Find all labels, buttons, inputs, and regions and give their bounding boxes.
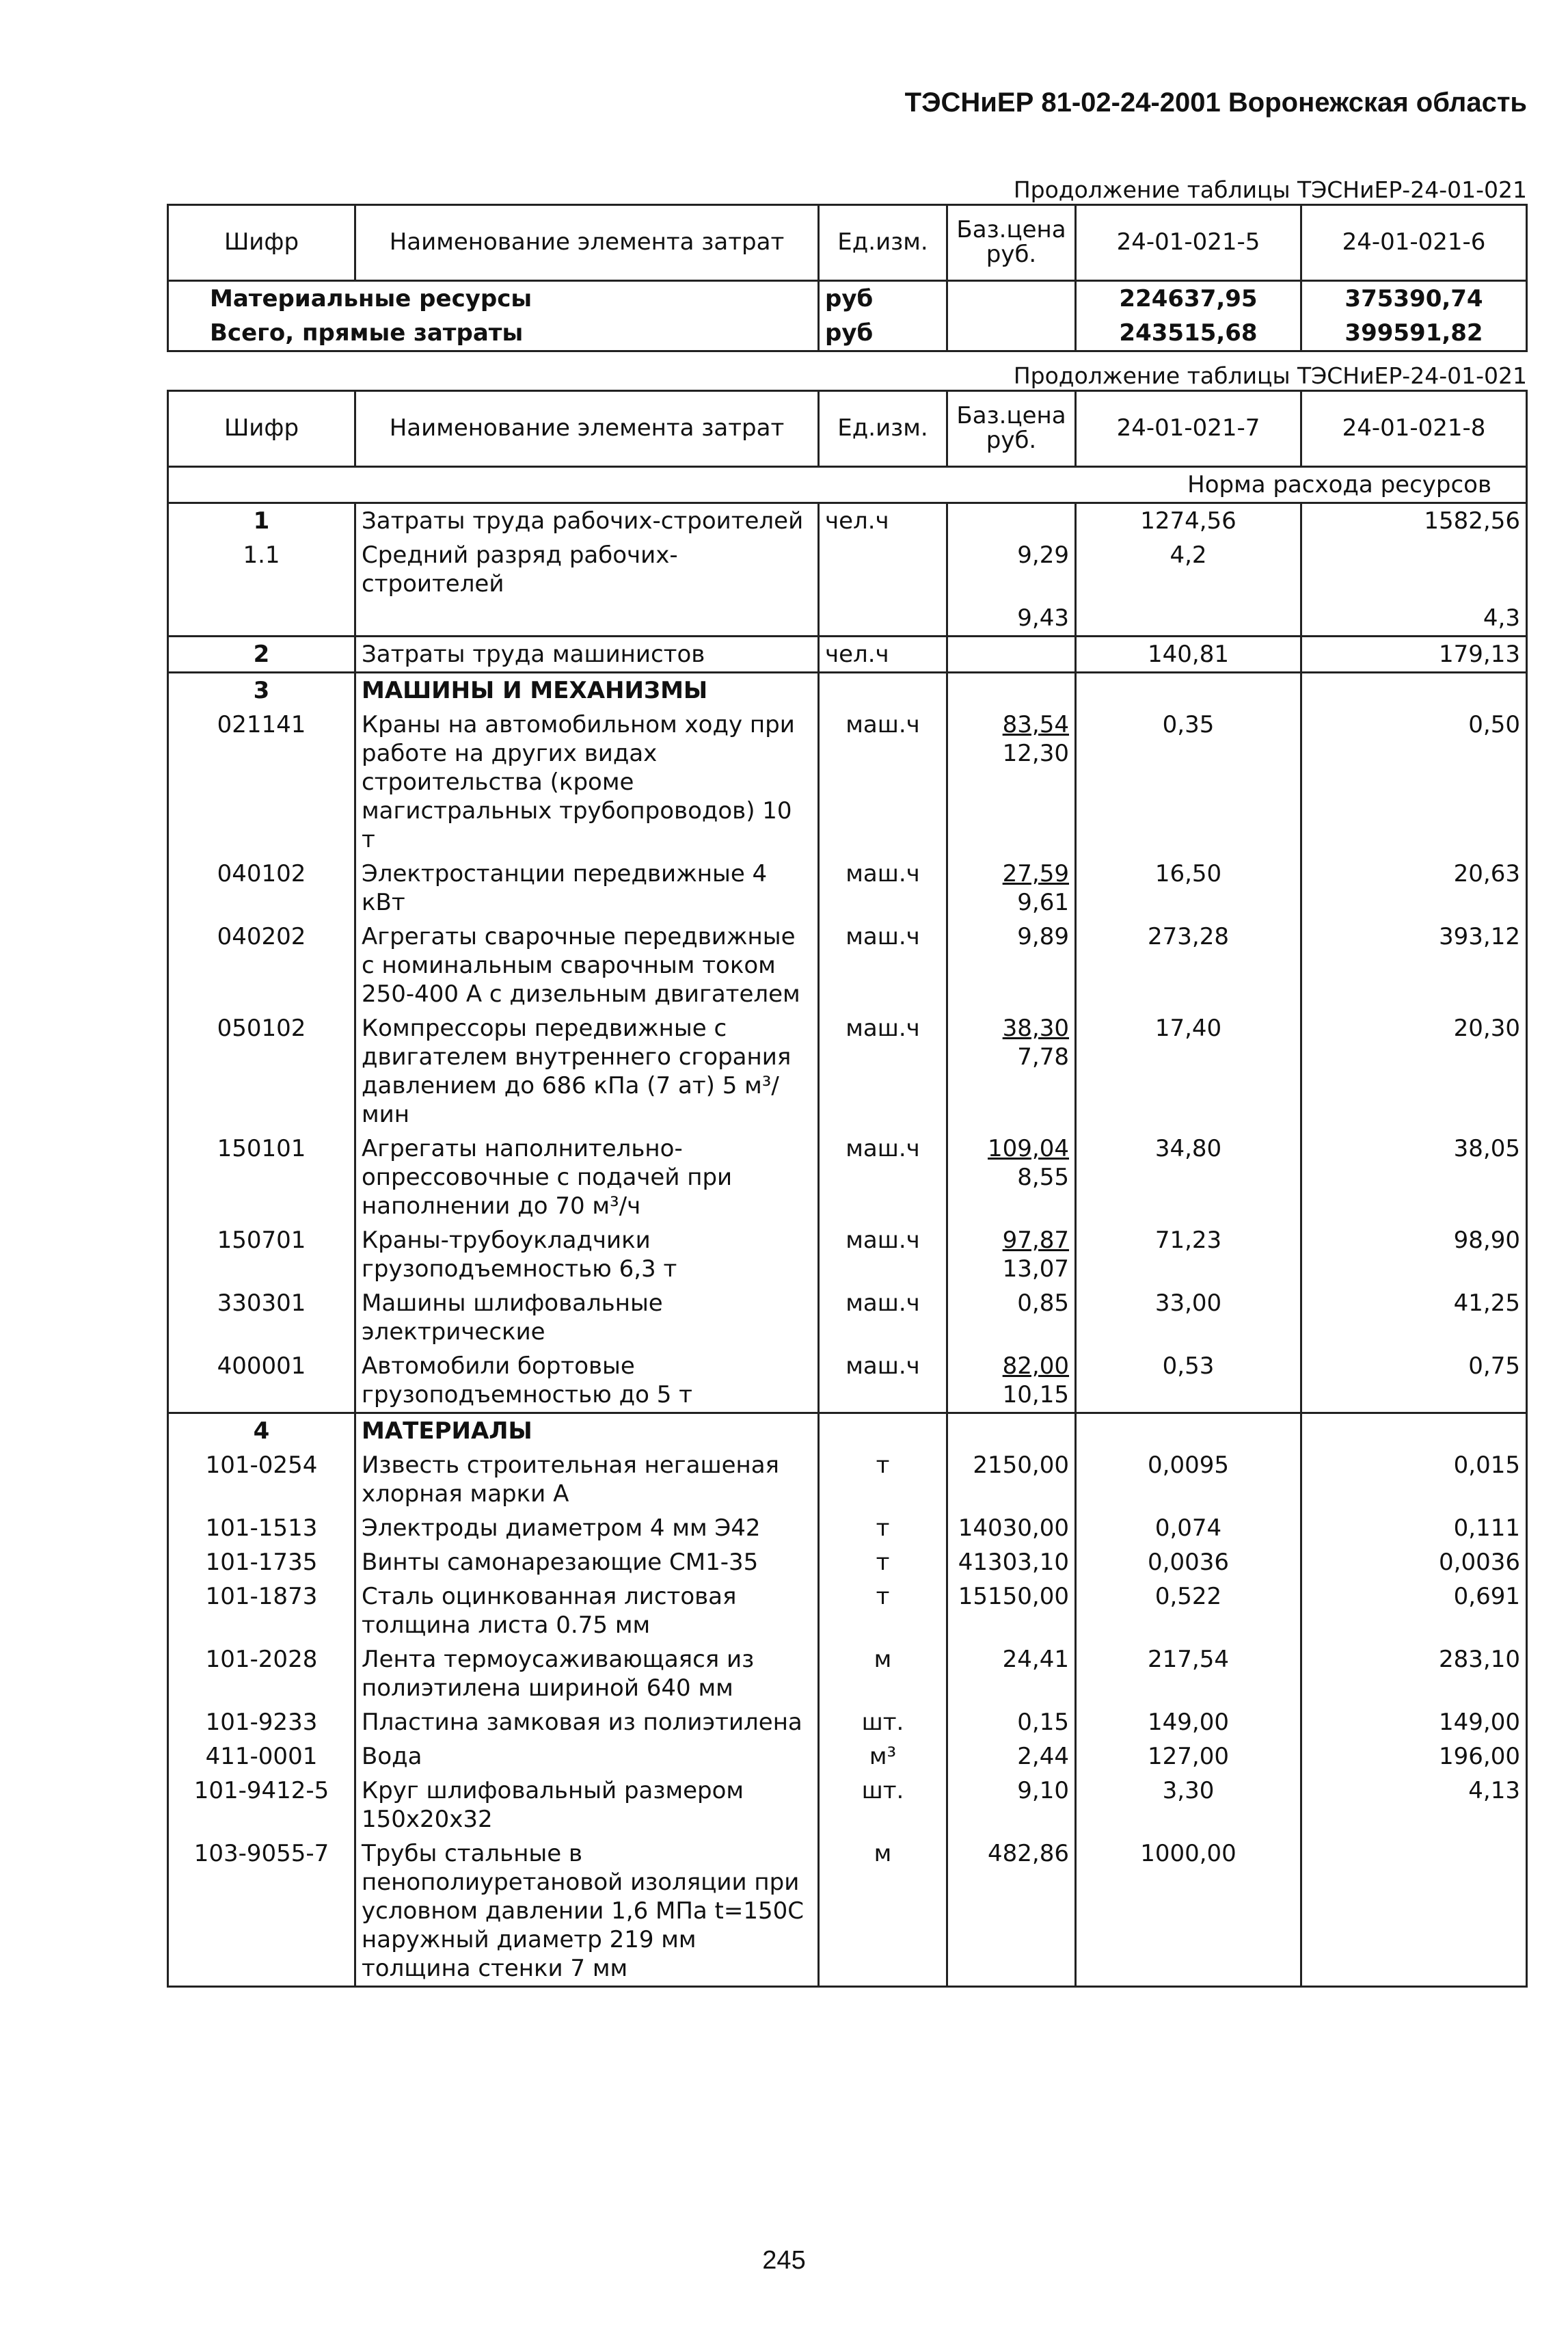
row-unit: маш.ч (819, 708, 947, 857)
summary-price (947, 316, 1076, 351)
row-name: Лента термоусаживающаяся из полиэтилена шириной 640 мм (355, 1642, 819, 1705)
material-row (168, 1642, 1527, 1705)
machine-row (168, 1011, 1527, 1132)
material-row (168, 1511, 1527, 1545)
row-name: Пластина замковая из полиэтилена (355, 1705, 819, 1739)
machine-row (168, 1286, 1527, 1349)
summary-table (167, 204, 1528, 352)
header-col-7: 24-01-021-7 (1076, 391, 1301, 467)
row-value-1: 0,0095 (1076, 1448, 1301, 1511)
row-unit: маш.ч (819, 1223, 947, 1286)
row-code: 2 (168, 637, 355, 673)
row-value-2: 0,015 (1301, 1448, 1527, 1511)
price-secondary: 7,78 (1017, 1043, 1069, 1071)
machines-section-row (168, 673, 1527, 708)
row-price: 41303,10 (947, 1545, 1076, 1579)
row-unit: м (819, 1642, 947, 1705)
price-secondary: 13,07 (1002, 1255, 1069, 1283)
row-value-2: 149,00 (1301, 1705, 1527, 1739)
row-name: Агрегаты наполнительно-опрессовочные с подачей при наполнении до 70 м³/ч (355, 1132, 819, 1223)
price-secondary: 12,30 (1002, 740, 1069, 767)
row-name: Вода (355, 1739, 819, 1774)
labor-row (168, 538, 1527, 601)
row-value-2: 1582,56 (1301, 503, 1527, 539)
labor-row (168, 503, 1527, 539)
price-value: 97,87 (1002, 1227, 1069, 1254)
row-value-2: 0,691 (1301, 1579, 1527, 1642)
price-value: 9,89 (1017, 923, 1069, 950)
header-col-8: 24-01-021-8 (1301, 391, 1527, 467)
row-price (947, 503, 1076, 539)
row-unit: маш.ч (819, 920, 947, 1011)
row-unit: м (819, 1836, 947, 1987)
summary-value-1: 243515,68 (1076, 316, 1301, 351)
section-code: 3 (168, 673, 355, 708)
empty-cell (819, 673, 947, 708)
row-unit: т (819, 1545, 947, 1579)
row-value-2: 41,25 (1301, 1286, 1527, 1349)
row-code: 101-1873 (168, 1579, 355, 1642)
empty-cell (1076, 673, 1301, 708)
row-price (947, 1132, 1076, 1223)
header-code: Шифр (168, 391, 355, 467)
row-value-2: 4,13 (1301, 1774, 1527, 1836)
row-value-2: 0,0036 (1301, 1545, 1527, 1579)
table2-body (168, 467, 1527, 1987)
row-unit: маш.ч (819, 1132, 947, 1223)
row-value-2: 0,50 (1301, 708, 1527, 857)
header-name: Наименование элемента затрат (355, 205, 819, 281)
row-code: 1 (168, 503, 355, 539)
row-code: 1.1 (168, 538, 355, 601)
row-value-2: 38,05 (1301, 1132, 1527, 1223)
row-name: Винты самонарезающие СМ1-35 (355, 1545, 819, 1579)
row-unit: т (819, 1448, 947, 1511)
price-value: 38,30 (1002, 1015, 1069, 1042)
row-price: 9,10 (947, 1774, 1076, 1836)
price-value: 82,00 (1002, 1352, 1069, 1380)
row-value-2: 196,00 (1301, 1739, 1527, 1774)
row-unit: шт. (819, 1705, 947, 1739)
row-unit: м³ (819, 1739, 947, 1774)
header-name: Наименование элемента затрат (355, 391, 819, 467)
empty-cell (1301, 1413, 1527, 1449)
row-name: Машины шлифовальные электрические (355, 1286, 819, 1349)
row-value-2: 98,90 (1301, 1223, 1527, 1286)
row-value-2: 4,3 (1301, 601, 1527, 637)
row-unit: чел.ч (819, 503, 947, 539)
material-row (168, 1448, 1527, 1511)
materials-section-row (168, 1413, 1527, 1449)
table2-caption: Продолжение таблицы ТЭСНиЕР-24-01-021 (1013, 362, 1527, 389)
row-value-1 (1076, 601, 1301, 637)
row-unit: чел.ч (819, 637, 947, 673)
page-number: 245 (762, 2246, 806, 2275)
row-name: Известь строительная негашеная хлорная марки А (355, 1448, 819, 1511)
row-value-1: 0,522 (1076, 1579, 1301, 1642)
header-unit: Ед.изм. (819, 205, 947, 281)
row-name: Затраты труда рабочих-строителей (355, 503, 819, 539)
row-code: 040202 (168, 920, 355, 1011)
row-code (168, 601, 355, 637)
row-name (355, 601, 819, 637)
machine-row (168, 857, 1527, 920)
row-code: 101-1735 (168, 1545, 355, 1579)
row-price (947, 637, 1076, 673)
row-code: 101-1513 (168, 1511, 355, 1545)
row-value-1: 33,00 (1076, 1286, 1301, 1349)
empty-cell (1076, 1413, 1301, 1449)
price-secondary: 10,15 (1002, 1381, 1069, 1408)
summary-value-1: 224637,95 (1076, 281, 1301, 317)
row-code: 101-9412-5 (168, 1774, 355, 1836)
row-code: 101-0254 (168, 1448, 355, 1511)
row-name: Краны на автомобильном ходу при работе на других видах строительства (кроме магистральных трубопроводов) 10 т (355, 708, 819, 857)
row-name: Сталь оцинкованная листовая толщина листа 0.75 мм (355, 1579, 819, 1642)
row-price: 9,29 (947, 538, 1076, 601)
price-value: 83,54 (1002, 711, 1069, 738)
summary-row (168, 281, 1527, 317)
header-price: Баз.цена руб. (947, 205, 1076, 281)
row-value-1: 0,0036 (1076, 1545, 1301, 1579)
row-price: 14030,00 (947, 1511, 1076, 1545)
header-unit: Ед.изм. (819, 391, 947, 467)
row-value-1: 4,2 (1076, 538, 1301, 601)
row-value-2: 283,10 (1301, 1642, 1527, 1705)
material-row (168, 1545, 1527, 1579)
row-value-1: 127,00 (1076, 1739, 1301, 1774)
summary-row (168, 316, 1527, 351)
summary-value-2: 399591,82 (1301, 316, 1527, 351)
row-code: 103-9055-7 (168, 1836, 355, 1987)
section-code: 4 (168, 1413, 355, 1449)
material-row (168, 1836, 1527, 1987)
row-price: 24,41 (947, 1642, 1076, 1705)
table1-header-row (168, 205, 1527, 281)
row-price (947, 857, 1076, 920)
row-code: 330301 (168, 1286, 355, 1349)
material-row (168, 1579, 1527, 1642)
row-name: Трубы стальные в пенополиуретановой изоляции при условном давлении 1,6 МПа t=150С наружный диаметр 219 мм толщина стенки 7 мм (355, 1836, 819, 1987)
summary-price (947, 281, 1076, 317)
material-row (168, 1774, 1527, 1836)
row-value-1: 0,074 (1076, 1511, 1301, 1545)
row-unit: маш.ч (819, 1286, 947, 1349)
header-price: Баз.цена руб. (947, 391, 1076, 467)
row-name: Затраты труда машинистов (355, 637, 819, 673)
row-price (947, 1011, 1076, 1132)
row-value-1: 17,40 (1076, 1011, 1301, 1132)
row-value-2: 0,75 (1301, 1349, 1527, 1413)
row-code: 101-2028 (168, 1642, 355, 1705)
row-price (947, 920, 1076, 1011)
row-code: 040102 (168, 857, 355, 920)
table2-header-row (168, 391, 1527, 467)
labor-row (168, 637, 1527, 673)
row-value-1: 140,81 (1076, 637, 1301, 673)
table1-body (168, 281, 1527, 351)
table1-caption: Продолжение таблицы ТЭСНиЕР-24-01-021 (1013, 176, 1527, 203)
row-value-1: 149,00 (1076, 1705, 1301, 1739)
machine-row (168, 920, 1527, 1011)
labor-row (168, 601, 1527, 637)
row-code: 150701 (168, 1223, 355, 1286)
row-value-2 (1301, 1836, 1527, 1987)
empty-cell (1301, 673, 1527, 708)
row-price: 2,44 (947, 1739, 1076, 1774)
row-price: 9,43 (947, 601, 1076, 637)
row-value-1: 273,28 (1076, 920, 1301, 1011)
row-price: 15150,00 (947, 1579, 1076, 1642)
row-name: Электростанции передвижные 4 кВт (355, 857, 819, 920)
row-unit (819, 538, 947, 601)
row-name: Средний разряд рабочих-строителей (355, 538, 819, 601)
price-value: 109,04 (988, 1135, 1069, 1162)
summary-unit: руб (819, 316, 947, 351)
row-value-1: 71,23 (1076, 1223, 1301, 1286)
machine-row (168, 708, 1527, 857)
row-name: Электроды диаметром 4 мм Э42 (355, 1511, 819, 1545)
row-price (947, 1223, 1076, 1286)
machine-row (168, 1223, 1527, 1286)
row-value-1: 34,80 (1076, 1132, 1301, 1223)
row-name: Краны-трубоукладчики грузоподъемностью 6,3 т (355, 1223, 819, 1286)
empty-cell (947, 1413, 1076, 1449)
row-unit: маш.ч (819, 857, 947, 920)
row-unit: маш.ч (819, 1011, 947, 1132)
row-value-1: 217,54 (1076, 1642, 1301, 1705)
row-value-2: 0,111 (1301, 1511, 1527, 1545)
section-title: МАШИНЫ И МЕХАНИЗМЫ (355, 673, 819, 708)
machine-row (168, 1349, 1527, 1413)
row-unit: маш.ч (819, 1349, 947, 1413)
row-price (947, 708, 1076, 857)
row-price (947, 1286, 1076, 1349)
row-value-2: 20,63 (1301, 857, 1527, 920)
row-price: 2150,00 (947, 1448, 1076, 1511)
empty-cell (819, 1413, 947, 1449)
row-value-1: 16,50 (1076, 857, 1301, 920)
material-row (168, 1705, 1527, 1739)
row-value-2: 20,30 (1301, 1011, 1527, 1132)
row-value-2: 179,13 (1301, 637, 1527, 673)
row-code: 050102 (168, 1011, 355, 1132)
row-price (947, 1349, 1076, 1413)
row-code: 150101 (168, 1132, 355, 1223)
row-unit (819, 601, 947, 637)
row-value-1: 0,53 (1076, 1349, 1301, 1413)
row-name: Круг шлифовальный размером 150x20x32 (355, 1774, 819, 1836)
row-code: 400001 (168, 1349, 355, 1413)
row-value-1: 0,35 (1076, 708, 1301, 857)
row-value-1: 3,30 (1076, 1774, 1301, 1836)
row-unit: шт. (819, 1774, 947, 1836)
row-code: 411-0001 (168, 1739, 355, 1774)
summary-value-2: 375390,74 (1301, 281, 1527, 317)
header-code: Шифр (168, 205, 355, 281)
resources-table (167, 390, 1528, 1988)
row-value-1: 1274,56 (1076, 503, 1301, 539)
price-secondary: 8,55 (1017, 1164, 1069, 1191)
empty-cell (947, 673, 1076, 708)
row-name: Автомобили бортовые грузоподъемностью до 5 т (355, 1349, 819, 1413)
norm-row (168, 467, 1527, 503)
row-value-2: 393,12 (1301, 920, 1527, 1011)
summary-unit: руб (819, 281, 947, 317)
price-secondary: 9,61 (1017, 889, 1069, 916)
price-value: 27,59 (1002, 860, 1069, 887)
row-name: Агрегаты сварочные передвижные с номинальным сварочным током 250-400 А с дизельным двигателем (355, 920, 819, 1011)
row-name: Компрессоры передвижные с двигателем внутреннего сгорания давлением до 686 кПа (7 ат) 5 м³/мин (355, 1011, 819, 1132)
row-price: 482,86 (947, 1836, 1076, 1987)
row-value-1: 1000,00 (1076, 1836, 1301, 1987)
row-unit: т (819, 1579, 947, 1642)
row-price: 0,15 (947, 1705, 1076, 1739)
section-title: МАТЕРИАЛЫ (355, 1413, 819, 1449)
row-code: 021141 (168, 708, 355, 857)
row-code: 101-9233 (168, 1705, 355, 1739)
header-col-5: 24-01-021-5 (1076, 205, 1301, 281)
header-col-6: 24-01-021-6 (1301, 205, 1527, 281)
material-row (168, 1739, 1527, 1774)
norm-label: Норма расхода ресурсов (168, 467, 1527, 503)
machine-row (168, 1132, 1527, 1223)
summary-name: Материальные ресурсы (168, 281, 819, 317)
row-value-2 (1301, 538, 1527, 601)
row-unit: т (819, 1511, 947, 1545)
summary-name: Всего, прямые затраты (168, 316, 819, 351)
document-title: ТЭСНиЕР 81-02-24-2001 Воронежская область (904, 88, 1527, 118)
price-value: 0,85 (1017, 1289, 1069, 1317)
